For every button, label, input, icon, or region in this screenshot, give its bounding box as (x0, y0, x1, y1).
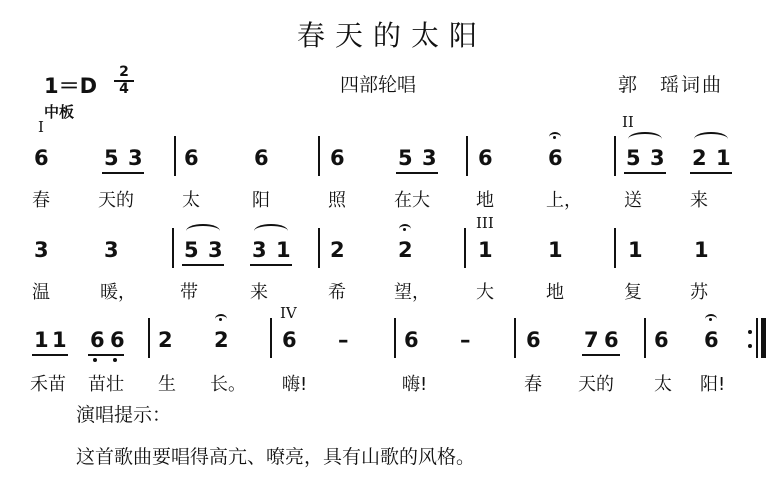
note: 2 (330, 238, 345, 262)
fermata-mark (549, 132, 561, 142)
note: 6 (654, 328, 669, 352)
slur-mark (186, 224, 220, 238)
performance-tips-heading: 演唱提示： (76, 404, 172, 426)
slur-mark (694, 132, 728, 146)
note: 2 (398, 238, 413, 262)
note: 1 (276, 238, 291, 262)
note: 6 (34, 146, 49, 170)
lyric: 天的 (98, 190, 134, 211)
lyric: 太 (654, 374, 672, 395)
bar-line (270, 318, 272, 358)
note: 6 (110, 328, 125, 352)
time-signature (114, 66, 134, 96)
bar-line (614, 228, 616, 268)
lyric: 送 (624, 190, 642, 211)
bar-line (614, 136, 616, 176)
note: 5 (104, 146, 119, 170)
lyric: 生 (158, 374, 176, 395)
low-octave-dot (93, 358, 97, 362)
note: 1 (478, 238, 493, 262)
lyric: 春 (524, 374, 542, 395)
lyric: 来 (250, 282, 268, 303)
fermata-mark (705, 314, 717, 324)
final-bar-thick (761, 318, 766, 358)
note: 5 (184, 238, 199, 262)
lyric: 地 (546, 282, 564, 303)
lyric: 来 (690, 190, 708, 211)
lyric: 地 (476, 190, 494, 211)
time-signature-denominator: 4 (119, 81, 129, 97)
fermata-mark (399, 224, 411, 234)
eighth-beam (250, 264, 292, 266)
lyric: 嗨! (402, 374, 428, 395)
lyric: 春 (32, 190, 50, 211)
lyric: 温 (32, 282, 50, 303)
eighth-beam (582, 354, 620, 356)
note: 1 (694, 238, 709, 262)
lyric: 复 (624, 282, 642, 303)
repeat-dot (748, 344, 752, 348)
note: 6 (184, 146, 199, 170)
lyric: 嗨! (282, 374, 308, 395)
note: 6 (254, 146, 269, 170)
bar-line (466, 136, 468, 176)
note: 6 (330, 146, 345, 170)
bar-line (318, 228, 320, 268)
note: 5 (398, 146, 413, 170)
bar-line (172, 228, 174, 268)
lyric: 天的 (578, 374, 614, 395)
lyric: 苏 (690, 282, 708, 303)
repeat-dot (748, 330, 752, 334)
lyric: 照 (328, 190, 346, 211)
note: 6 (704, 328, 719, 352)
lyric: 太 (182, 190, 200, 211)
note: 1 (628, 238, 643, 262)
note: 7 (584, 328, 599, 352)
lyric: 苗壮 (88, 374, 124, 395)
note: 3 (128, 146, 143, 170)
note: 6 (526, 328, 541, 352)
composer-credit: 郭 瑶词曲 (618, 74, 724, 96)
bar-line (644, 318, 646, 358)
voice-entry-III: III (476, 214, 494, 232)
note: 5 (626, 146, 641, 170)
lyric: 暖， (100, 282, 136, 303)
bar-line (394, 318, 396, 358)
dash: – (338, 328, 349, 352)
song-title: 春天的太阳 (296, 19, 487, 52)
note: 3 (208, 238, 223, 262)
lyric: 希 (328, 282, 346, 303)
lyric: 带 (180, 282, 198, 303)
note: 1 (52, 328, 67, 352)
eighth-beam (102, 172, 144, 174)
voice-entry-IV: IV (280, 304, 297, 322)
eighth-beam (396, 172, 438, 174)
bar-line (148, 318, 150, 358)
lyric: 禾苗 (30, 374, 66, 395)
eighth-beam (32, 354, 68, 356)
time-signature-numerator: 2 (119, 64, 129, 80)
lyric: 长。 (210, 374, 246, 395)
dash: – (460, 328, 471, 352)
note: 3 (34, 238, 49, 262)
note: 1 (548, 238, 563, 262)
note: 2 (214, 328, 229, 352)
note: 6 (404, 328, 419, 352)
low-octave-dot (113, 358, 117, 362)
note: 1 (34, 328, 49, 352)
note: 6 (548, 146, 563, 170)
lyric: 大 (476, 282, 494, 303)
note: 3 (650, 146, 665, 170)
round-label: 四部轮唱 (340, 74, 417, 96)
note: 2 (158, 328, 173, 352)
lyric: 上， (546, 190, 582, 211)
note: 2 (692, 146, 707, 170)
voice-entry-II: II (622, 113, 634, 131)
lyric: 阳 (252, 190, 270, 211)
lyric: 望， (394, 282, 430, 303)
tempo-marking: 中板 (44, 103, 75, 121)
eighth-beam (88, 354, 124, 356)
note: 6 (282, 328, 297, 352)
eighth-beam (182, 264, 224, 266)
final-bar-thin (756, 318, 758, 358)
bar-line (464, 228, 466, 268)
note: 6 (478, 146, 493, 170)
note: 1 (716, 146, 731, 170)
bar-line (318, 136, 320, 176)
note: 3 (252, 238, 267, 262)
note: 3 (422, 146, 437, 170)
bar-line (514, 318, 516, 358)
note: 6 (90, 328, 105, 352)
note: 6 (604, 328, 619, 352)
slur-mark (254, 224, 288, 238)
eighth-beam (624, 172, 666, 174)
voice-entry-I: I (38, 118, 44, 136)
lyric: 在大 (394, 190, 430, 211)
performance-tips-text: 这首歌曲要唱得高亢、嘹亮，具有山歌的风格。 (76, 446, 476, 468)
note: 3 (104, 238, 119, 262)
key-signature: 1＝D (44, 74, 98, 98)
eighth-beam (690, 172, 732, 174)
lyric: 阳! (700, 374, 726, 395)
bar-line (174, 136, 176, 176)
fermata-mark (215, 314, 227, 324)
slur-mark (628, 132, 662, 146)
